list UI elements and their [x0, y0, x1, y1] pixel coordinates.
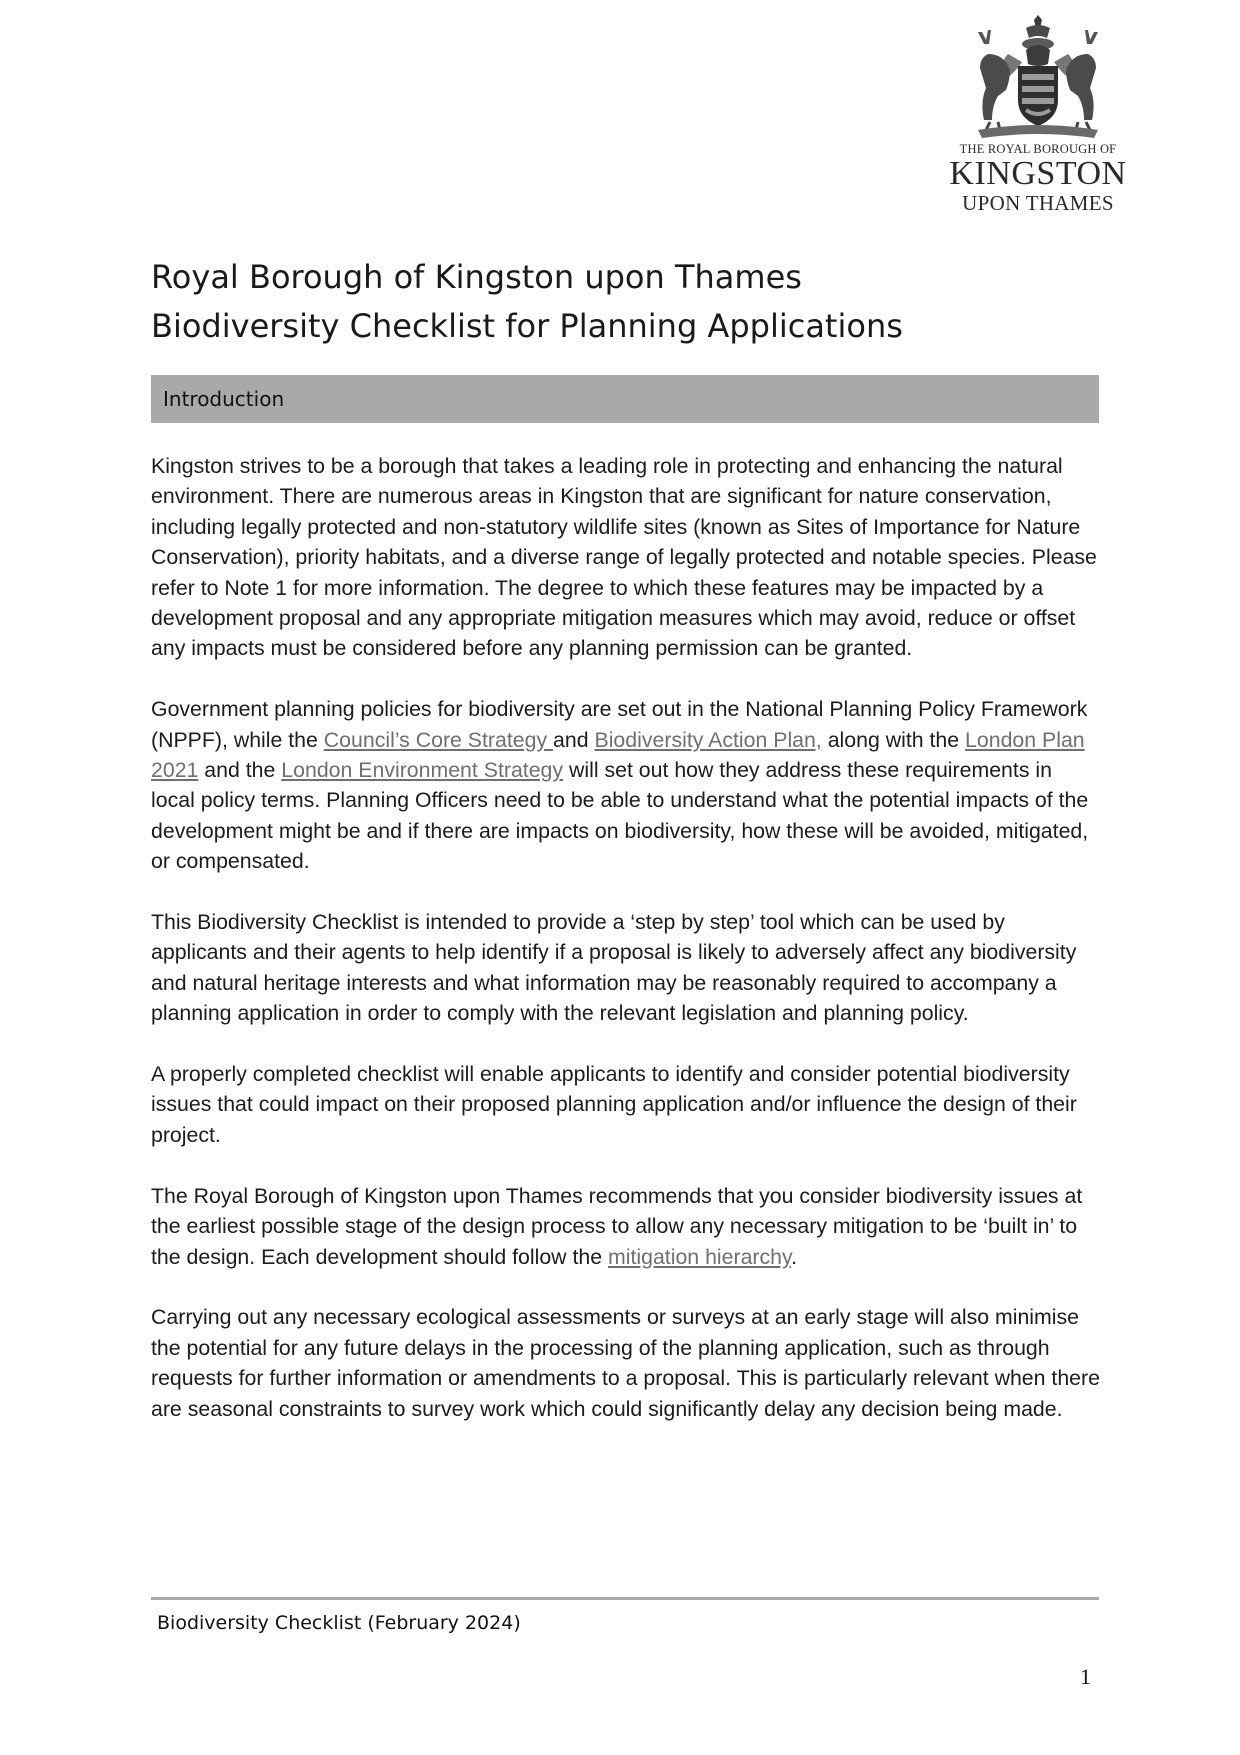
- section-heading-introduction: Introduction: [151, 375, 1099, 423]
- page-number: 1: [1080, 1664, 1091, 1689]
- paragraph-5-text-2: .: [791, 1244, 797, 1269]
- link-core-strategy[interactable]: Council’s Core Strategy: [323, 727, 554, 752]
- title-line1: Royal Borough of Kingston upon Thames: [151, 258, 802, 296]
- paragraph-3: This Biodiversity Checklist is intended to provide a ‘step by step’ tool which can be used by applicants and their agents to help identify if a proposal is likely to adversely affect any biodiversity and natural heritage interests and what information may be reasonably required to accompany a planning application in order to comply with the relevant legislation and planning policy.: [151, 910, 1077, 1026]
- borough-logo: [948, 14, 1128, 226]
- paragraph-2-text-2: and: [553, 727, 595, 752]
- paragraph-2-text-3: along with the: [821, 727, 966, 752]
- introduction-body: [151, 451, 1101, 1454]
- paragraph-2-text-1: Government planning policies for biodiversity are set out in the National Planning Policy Framework (NPPF), while the: [151, 697, 1088, 752]
- coat-of-arms-icon: [948, 14, 1128, 142]
- paragraph-5: [151, 1181, 1101, 1272]
- logo-text-line2: KINGSTON: [949, 155, 1127, 192]
- link-mitigation-hierarchy[interactable]: mitigation hierarchy: [608, 1244, 792, 1269]
- paragraph-5-text-1: The Royal Borough of Kingston upon Thames recommends that you consider biodiversity issues at the earliest possible stage of the design process to allow any necessary mitigation to be ‘built in’ to the design. Each development should follow the: [151, 1183, 1083, 1269]
- link-biodiversity-action-plan[interactable]: Biodiversity Action Plan,: [594, 727, 822, 752]
- link-london-plan-2021[interactable]: London Plan 2021: [151, 727, 1085, 783]
- paragraph-4: A properly completed checklist will enable applicants to identify and consider potential biodiversity issues that could impact on their proposed planning application and/or influence the design of their project.: [151, 1062, 1077, 1147]
- link-london-environment-strategy[interactable]: London Environment Strategy: [281, 758, 564, 783]
- title-line2: Biodiversity Checklist for Planning Applications: [151, 307, 903, 345]
- paragraph-2-text-5: will set out how they address these requirements in local policy terms. Planning Officers need to be able to understand what the potential impacts of the development might be and if there are impacts on biodiversity, how these will be avoided, mitigated, or compensated.: [151, 758, 1089, 874]
- footer-label: Biodiversity Checklist (February 2024): [157, 1612, 521, 1634]
- paragraph-1: Kingston strives to be a borough that takes a leading role in protecting and enhancing the natural environment. There are numerous areas in Kingston that are significant for nature conservation, including legally protected and non-statutory wildlife sites (known as Sites of Importance for Nature Conservation), priority habitats, and a diverse range of legally protected and notable species. Please refer to Note 1 for more information. The degree to which these features may be impacted by a development proposal and any appropriate mitigation measures which may avoid, reduce or offset any impacts must be considered before any planning permission can be granted.: [151, 454, 1097, 661]
- logo-text-line3: UPON THAMES: [962, 191, 1114, 215]
- document-title: [151, 253, 1101, 351]
- paragraph-2: [151, 694, 1101, 876]
- paragraph-2-text-4: and the: [198, 758, 282, 783]
- logo-text-line1: THE ROYAL BOROUGH OF: [959, 142, 1117, 156]
- paragraph-6: Carrying out any necessary ecological assessments or surveys at an early stage will also minimise the potential for any future delays in the processing of the planning application, such as through requests for further information or amendments to a proposal. This is particularly relevant when there are seasonal constraints to survey work which could significantly delay any decision being made.: [151, 1305, 1100, 1421]
- footer-divider: [151, 1597, 1099, 1600]
